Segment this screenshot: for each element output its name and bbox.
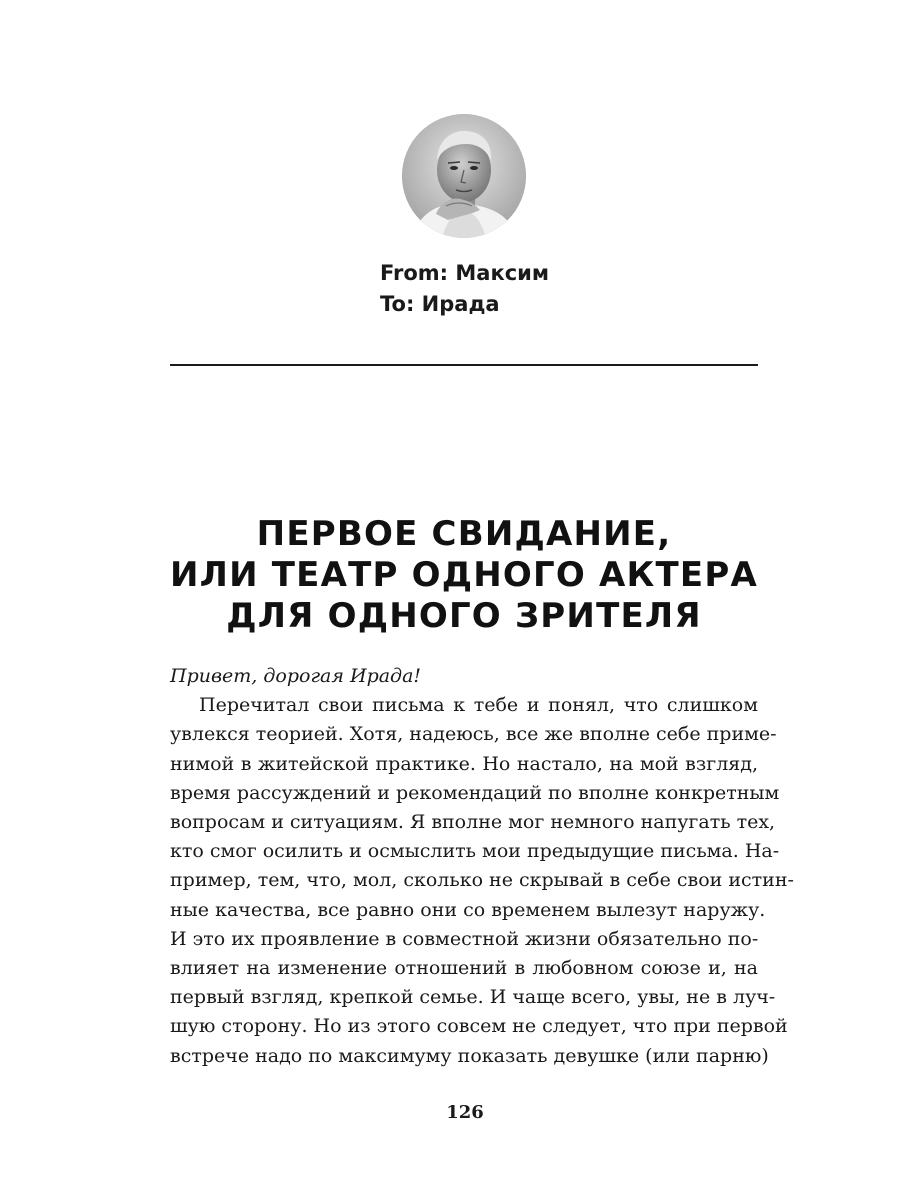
greeting: Привет, дорогая Ирада!: [170, 665, 422, 687]
body-line: И это их проявление в совместной жизни обязательно по-: [170, 927, 759, 950]
chapter-title: [150, 514, 778, 637]
body-line: ные качества, все равно они со временем вылезут наружу.: [170, 898, 766, 921]
letter-body: [170, 662, 794, 1071]
body-line: увлекся теорией. Хотя, надеюсь, все же вполне себе приме-: [170, 723, 777, 746]
body-line: пример, тем, что, мол, сколько не скрывай в себе свои истин-: [170, 869, 794, 892]
body-line: первый взгляд, крепкой семье. И чаще всего, увы, не в луч-: [170, 986, 776, 1009]
from-line: From: Максим: [380, 261, 550, 285]
body-line: шую сторону. Но из этого совсем не следует, что при первой: [170, 1015, 788, 1038]
page-number: 126: [446, 1102, 484, 1123]
body-line: встрече надо по максимуму показать девушке (или парню): [170, 1044, 769, 1067]
body-line: нимой в житейской практике. Но настало, на мой взгляд,: [170, 752, 758, 775]
letter-header: [380, 258, 549, 320]
body-line: влияет на изменение отношений в любовном союзе и, на: [170, 957, 758, 980]
chapter-title-line: ДЛЯ ОДНОГО ЗРИТЕЛЯ: [226, 596, 702, 636]
to-line: To: Ирада: [380, 292, 500, 316]
body-line: кто смог осилить и осмыслить мои предыдущие письма. На-: [170, 840, 780, 863]
chapter-title-line: ПЕРВОЕ СВИДАНИЕ,: [256, 514, 672, 554]
chapter-title-line: ИЛИ ТЕАТР ОДНОГО АКТЕРА: [170, 555, 758, 595]
body-line: Перечитал свои письма к тебе и понял, что слишком: [199, 694, 758, 717]
body-line: время рассуждений и рекомендаций по вполне конкретным: [170, 781, 780, 804]
horizontal-divider: [170, 364, 758, 366]
author-portrait-photo: [402, 114, 526, 238]
portrait-image: [402, 114, 526, 238]
body-line: вопросам и ситуациям. Я вполне мог немного напугать тех,: [170, 811, 776, 834]
